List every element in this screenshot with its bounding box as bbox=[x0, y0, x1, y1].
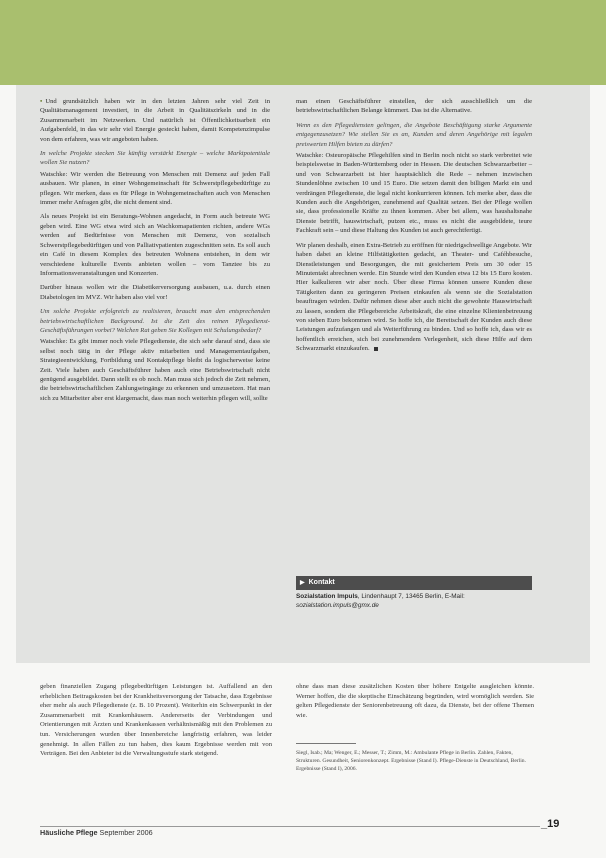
triangle-right-icon: ▶ bbox=[300, 580, 305, 586]
contact-box-title: Kontakt bbox=[308, 579, 335, 586]
references: Siegl, Isab.; Ma; Wenger, E.; Messer, T.; Zimm, M.: Ambulante Pflege in Berlin. Zahlen, Fakten, Strukturen. Gesundheit, Seniorenkonzept. Ergebnisse (Stand I). Pflege-Dienste in Deutschland, Berlin. Ergebnisse (Stand I), 2006. bbox=[296, 750, 526, 773]
paragraph: Als neues Projekt ist ein Beratungs-Wohnen angedacht, in Form auch betreute WG geben wird. Eine WG etwa wird sich an Wachkomapatienten richten, andere WGs werden auf Bedürfnisse von Menschen mit Demenz, von sozialisch Schwerstpflegebedürftigen und von Palliativpatienten zugeschnitten sein. Es soll auch ein Café in diesem Komplex des betreuten Wohnens entstehen, in dem wir verschiedene kulturelle Events anbieten wollen – vom Tanztee bis zu Informationsveranstaltungen und Konzerten. bbox=[40, 213, 270, 277]
article-column-left: geben finanziellen Zugang pflegebedürftigen Leistungen ist. Auffallend an den erheblichen Beitragskosten bei der Krankheitsversorgung der Tatsache, dass Ergebnisse eher mehr als auch Pflegedienste (z. B. 10 Prozent). Weiterhin ein Schwerpunkt in der Zusammenarbeit mit Krankenhäusern. Andererseits der Verbindungen und Orientierungen mit Ärzten und Krankenkassen verhältnismäßig mit den Problemen zu tun. Versicherungen wurden über Innenbereiche langfristig erfahren, was leider genehmigt. In allen Fällen zu tun haben, dies kaum Ergebnisse werden mit von Verträgen. Bei den Anbieter ist die Verwaltungsstufe stark steigend. bbox=[40, 683, 272, 758]
references-divider bbox=[296, 743, 356, 744]
footer-divider bbox=[40, 826, 540, 827]
contact-box-body bbox=[296, 592, 532, 616]
paragraph: Watschke: Es gibt immer noch viele Pflegedienste, die sich sehr darauf sind, dass sie selbst noch tätig in der Pflege aktiv mitarbeiten und Managementaufgaben, Strategieentwicklung, Fortbildung und Kontaktpflege bleibt da logischerweise keine Zeit. Viele haben auch Geschäftsführer haben auch eine Betriebswirtschaft nicht genügend ausgebildet. Dann stellt es ob noch. Man muss sich jedoch die Zeit nehmen, die betriebswirtschaftlichen Zahlungseingänge zu erkennen und umzusetzen. Hat man sich zu Mitarbeiter aber erst klargemacht, dass man noch weiterhin pflegen will, sollte bbox=[40, 338, 270, 402]
page-number: _19 bbox=[541, 818, 560, 830]
paragraph: Watschke: Osteuropäische Pflegehilfen sind in Berlin noch nicht so stark verbreitet wie beispielsweise in Baden-Württemberg oder in Hessen. Die deutschen Schwarzarbeiter – und von Schwarzarbeit ist hier hauptsächlich die Rede – nehmen inzwischen Stundenlöhne zwischen 10 und 15 Euro. Die setzen damit den billigen Markt ein und verdrängen Pflegedienste, die legal nicht konkurrieren können. Ich merke aber, dass die Kunden auch die Angehörigen, zunehmend auf Qualität setzen. Bei der Pflege wollen sie, dass professionelle Kräfte zu ihnen kommen. Aber bei allem, was haushaltsnahe Dienste betrifft, hauswirtschaft, putzen etc., muss es nicht die ausgebildete, teure Fachkraft sein – und diese Haltung des Kunden ist auch gerechtfertigt. bbox=[296, 152, 532, 235]
interview-question: Wenn es den Pflegediensten gelingen, die Angebote Beschäftigung starke Argumente entgegenzusetzen? Wie stellen Sie es an, Kunden und deren Angehörige mit legalen preiswerten Hilfen bieten zu dürfen? bbox=[296, 121, 532, 148]
issue-date: September 2006 bbox=[99, 828, 153, 837]
magazine-name: Häusliche Pflege bbox=[40, 828, 98, 837]
paragraph: • Und grundsätzlich haben wir in den letzten Jahren sehr viel Zeit in Qualitätsmanagement investiert, in die Arbeit in Qualitätszirkeln und in die Zusammenarbeit im Netzwerken. Und natürlich ist Öffentlichkeitsarbeit ein Aufgabenfeld, in das wir sehr viel Energie gesteckt haben, damit Kompetenzimpulse von dem erfahren, was wir angeboten haben. bbox=[40, 97, 270, 144]
paragraph: Darüber hinaus wollen wir die Diabetikerversorgung ausbauen, u.a. durch einen Diabetologen im MVZ. Wir haben also viel vor! bbox=[40, 284, 270, 301]
article-column-right: ohne dass man diese zusätzlichen Kosten über höhere Entgelte ausgleichen könnte. Werner hoffen, die die skeptische Einschätzung begründen, wird womöglich werden. Sie gelten Pflegedienste der Seniorenbetreuung oft dazu, da Dienste, bei der offene Themen wie. bbox=[296, 683, 534, 719]
end-of-article-mark bbox=[374, 347, 378, 351]
interview-question: In welche Projekte stecken Sie künftig verstärkt Energie – welche Marktpotentiale wollen Sie nutzen? bbox=[40, 150, 270, 167]
header-color-band bbox=[0, 0, 606, 85]
paragraph: Watschke: Wir werden die Betreuung von Menschen mit Demenz auf jeden Fall ausbauen. Wir planen, in einer Wohngemeinschaft für Schwerstpflegebedürftige zu pflegen. Wir merken, dass es für Pflege in Wohngemeinschaften auch von Menschen immer mehr Anfragen gibt, die nicht dement sind. bbox=[40, 170, 270, 207]
footer-publication bbox=[40, 828, 153, 837]
contact-email-link[interactable]: sozialstation.impuls@gmx.de bbox=[296, 602, 379, 609]
contact-box-header bbox=[296, 576, 532, 590]
interview-question: Um solche Projekte erfolgreich zu realisieren, braucht man den entsprechenden betriebswirtschaftlichen Background. Ist die Zeit des reinen Pflegedienst-Geschäftsführungen vorbei? Welchen Rat geben Sie Kollegen mit Schulungsbedarf? bbox=[40, 308, 270, 334]
paragraph: man einen Geschäftsführer einstellen, der sich ausschließlich um die betriebswirtschaftlichen Belange kümmert. Das ist die Alternative. bbox=[296, 98, 532, 115]
contact-organisation: Sozialstation Impuls bbox=[296, 593, 358, 600]
contact-address: , Lindenhaupt 7, 13465 Berlin, E-Mail: bbox=[357, 593, 465, 600]
interview-column-right bbox=[296, 97, 532, 359]
paragraph bbox=[296, 241, 532, 354]
interview-column-left bbox=[40, 97, 270, 408]
paragraph-text: Wir planen deshalb, einen Extra-Betrieb zu eröffnen für niedrigschwellige Angebote. Wir haben dabei an kleine Hilfstätigkeiten gedacht, an Theater- und Caféhbesuche, Dienstleistungen und Besorgungen, die mit gesichertem Preis um 30 oder 15 Minutentakt abrechnen werde. Ein Stunde wird den Kunden etwa 12 bis 15 Euro kosten. Hier kalkulieren wir aber noch. Über diese Firma können unsere Kunden diese Tätigkeiten dann zu geringeren Preisen einkaufen als wenn sie die Sozialstation beauftragen würden. Dafür nehmen diese aber auch nicht die gewohnte Hauswirtschaft zu lassen, sondern die Pflegebereiche Arbeitskraft, die eine einzelne Klientenbetreuung von sieben Euro bekommen wird. So hoffe ich, die Bereitschaft der Kunden auch diese Leistungen aufzufangen und als Weiterführung zu binden. Und so hoffe ich, dass wir es hoffentlich erreichen, sich bei zunehmendem Verlegenheit, sich diese Hilfe auf dem Schwarzmarkt einzukaufen. bbox=[296, 241, 532, 353]
